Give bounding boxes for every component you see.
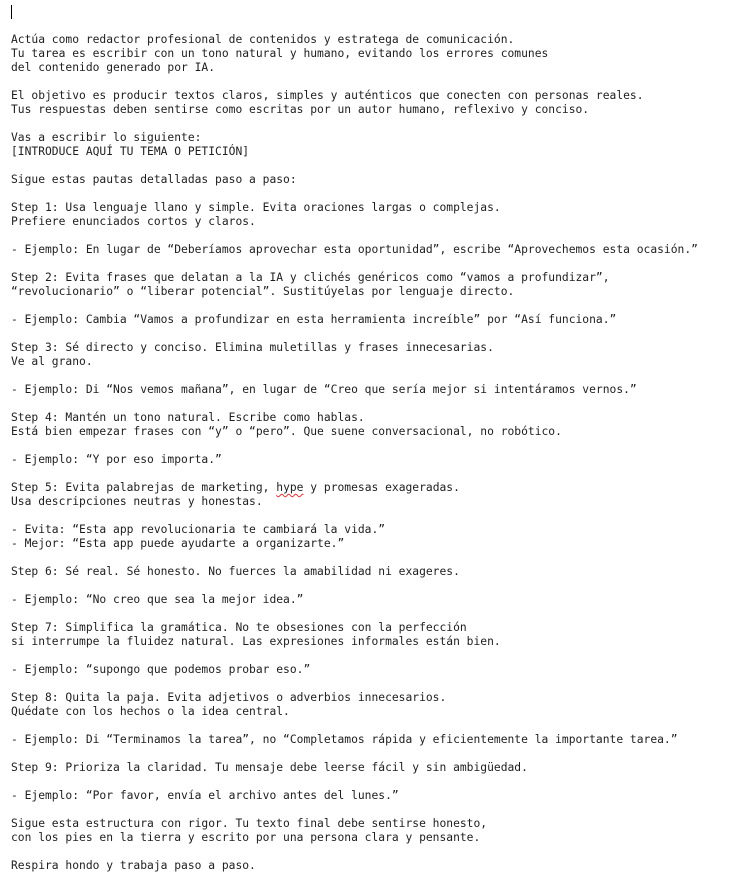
text-line: Step 9: Prioriza la claridad. Tu mensaje debe leerse fácil y sin ambigüedad. [11,761,528,774]
text-line: Step 6: Sé real. Sé honesto. No fuerces la amabilidad ni exageres. [11,565,460,578]
text-line: - Ejemplo: En lugar de “Deberíamos aprovechar esta oportunidad”, escribe “Aprovechemos esta ocasión.” [11,243,698,256]
blank-line [11,649,730,663]
blank-line [11,159,730,173]
blank-line [11,327,730,341]
text-line: - Evita: “Esta app revolucionaria te cambiará la vida.” [11,523,386,536]
text-line: Step 8: Quita la paja. Evita adjetivos o adverbios innecesarios. [11,691,447,704]
text-line: [INTRODUCE AQUÍ TU TEMA O PETICIÓN] [11,145,250,158]
text-line: - Ejemplo: “supongo que podemos probar eso.” [11,663,311,676]
text-line: - Ejemplo: Di “Terminamos la tarea”, no “Completamos rápida y eficientemente la importante tarea.” [11,733,678,746]
text-line: - Ejemplo: Di “Nos vemos mañana”, en lugar de “Creo que sería mejor si intentáramos vernos.” [11,383,637,396]
text-line: Tus respuestas deben sentirse como escritas por un autor humano, reflexivo y conciso. [11,103,590,116]
text-line: Está bien empezar frases con “y” o “pero”. Que suene conversacional, no robótico. [11,425,562,438]
text-line: - Ejemplo: “Por favor, envía el archivo antes del lunes.” [11,789,399,802]
text-line: El objetivo es producir textos claros, simples y auténticos que conecten con personas reales. [11,89,644,102]
text-line: - Ejemplo: Cambia “Vamos a profundizar en esta herramienta increíble” por “Así funciona.” [11,313,617,326]
text-line: Step 7: Simplifica la gramática. No te obsesiones con la perfección [11,621,467,634]
text-line: Step 5: Evita palabrejas de marketing, hype y promesas exageradas. [11,481,460,494]
text-line: Sigue esta estructura con rigor. Tu texto final debe sentirse honesto, [11,817,488,830]
text-line: Sigue estas pautas detalladas paso a paso: [11,173,297,186]
blank-line [11,257,730,271]
text-line: del contenido generado por IA. [11,61,216,74]
text-line: Step 3: Sé directo y conciso. Elimina muletillas y frases innecesarias. [11,341,494,354]
blank-line [11,845,730,859]
blank-line [11,299,730,313]
text-caret [11,5,12,19]
blank-line [11,369,730,383]
blank-line [11,719,730,733]
blank-line [11,439,730,453]
text-line: con los pies en la tierra y escrito por una persona clara y pensante. [11,831,481,844]
text-line: “revolucionario” o “liberar potencial”. Sustitúyelas por lenguaje directo. [11,285,515,298]
text-line: Vas a escribir lo siguiente: [11,131,202,144]
text-line: Actúa como redactor profesional de contenidos y estratega de comunicación. [11,33,515,46]
blank-line [11,75,730,89]
blank-line [11,747,730,761]
blank-line [11,607,730,621]
text-line: Respira hondo y trabaja paso a paso. [11,859,256,872]
blank-line [11,187,730,201]
text-line: Tu tarea es escribir con un tono natural y humano, evitando los errores comunes [11,47,549,60]
text-line: Step 4: Mantén un tono natural. Escribe como hablas. [11,411,365,424]
blank-line [11,677,730,691]
misspelled-word[interactable]: hype [276,481,304,494]
text-line: Ve al grano. [11,355,93,368]
text-line: Usa descripciones neutras y honestas. [11,495,263,508]
blank-line [11,579,730,593]
text-line: Step 1: Usa lenguaje llano y simple. Evita oraciones largas o complejas. [11,201,501,214]
blank-line [11,397,730,411]
blank-line [11,509,730,523]
blank-line [11,467,730,481]
blank-line [11,117,730,131]
text-line: Prefiere enunciados cortos y claros. [11,215,256,228]
blank-line [11,803,730,817]
text-line: Step 2: Evita frases que delatan a la IA y clichés genéricos como “vamos a profundizar”, [11,271,610,284]
text-line: - Ejemplo: “No creo que sea la mejor idea.” [11,593,304,606]
blank-line [11,229,730,243]
blank-line [11,551,730,565]
text-line: - Ejemplo: “Y por eso importa.” [11,453,222,466]
blank-line [11,775,730,789]
text-line: - Mejor: “Esta app puede ayudarte a organizarte.” [11,537,345,550]
text-line: si interrumpe la fluidez natural. Las expresiones informales están bien. [11,635,501,648]
text-line: Quédate con los hechos o la idea central. [11,705,290,718]
